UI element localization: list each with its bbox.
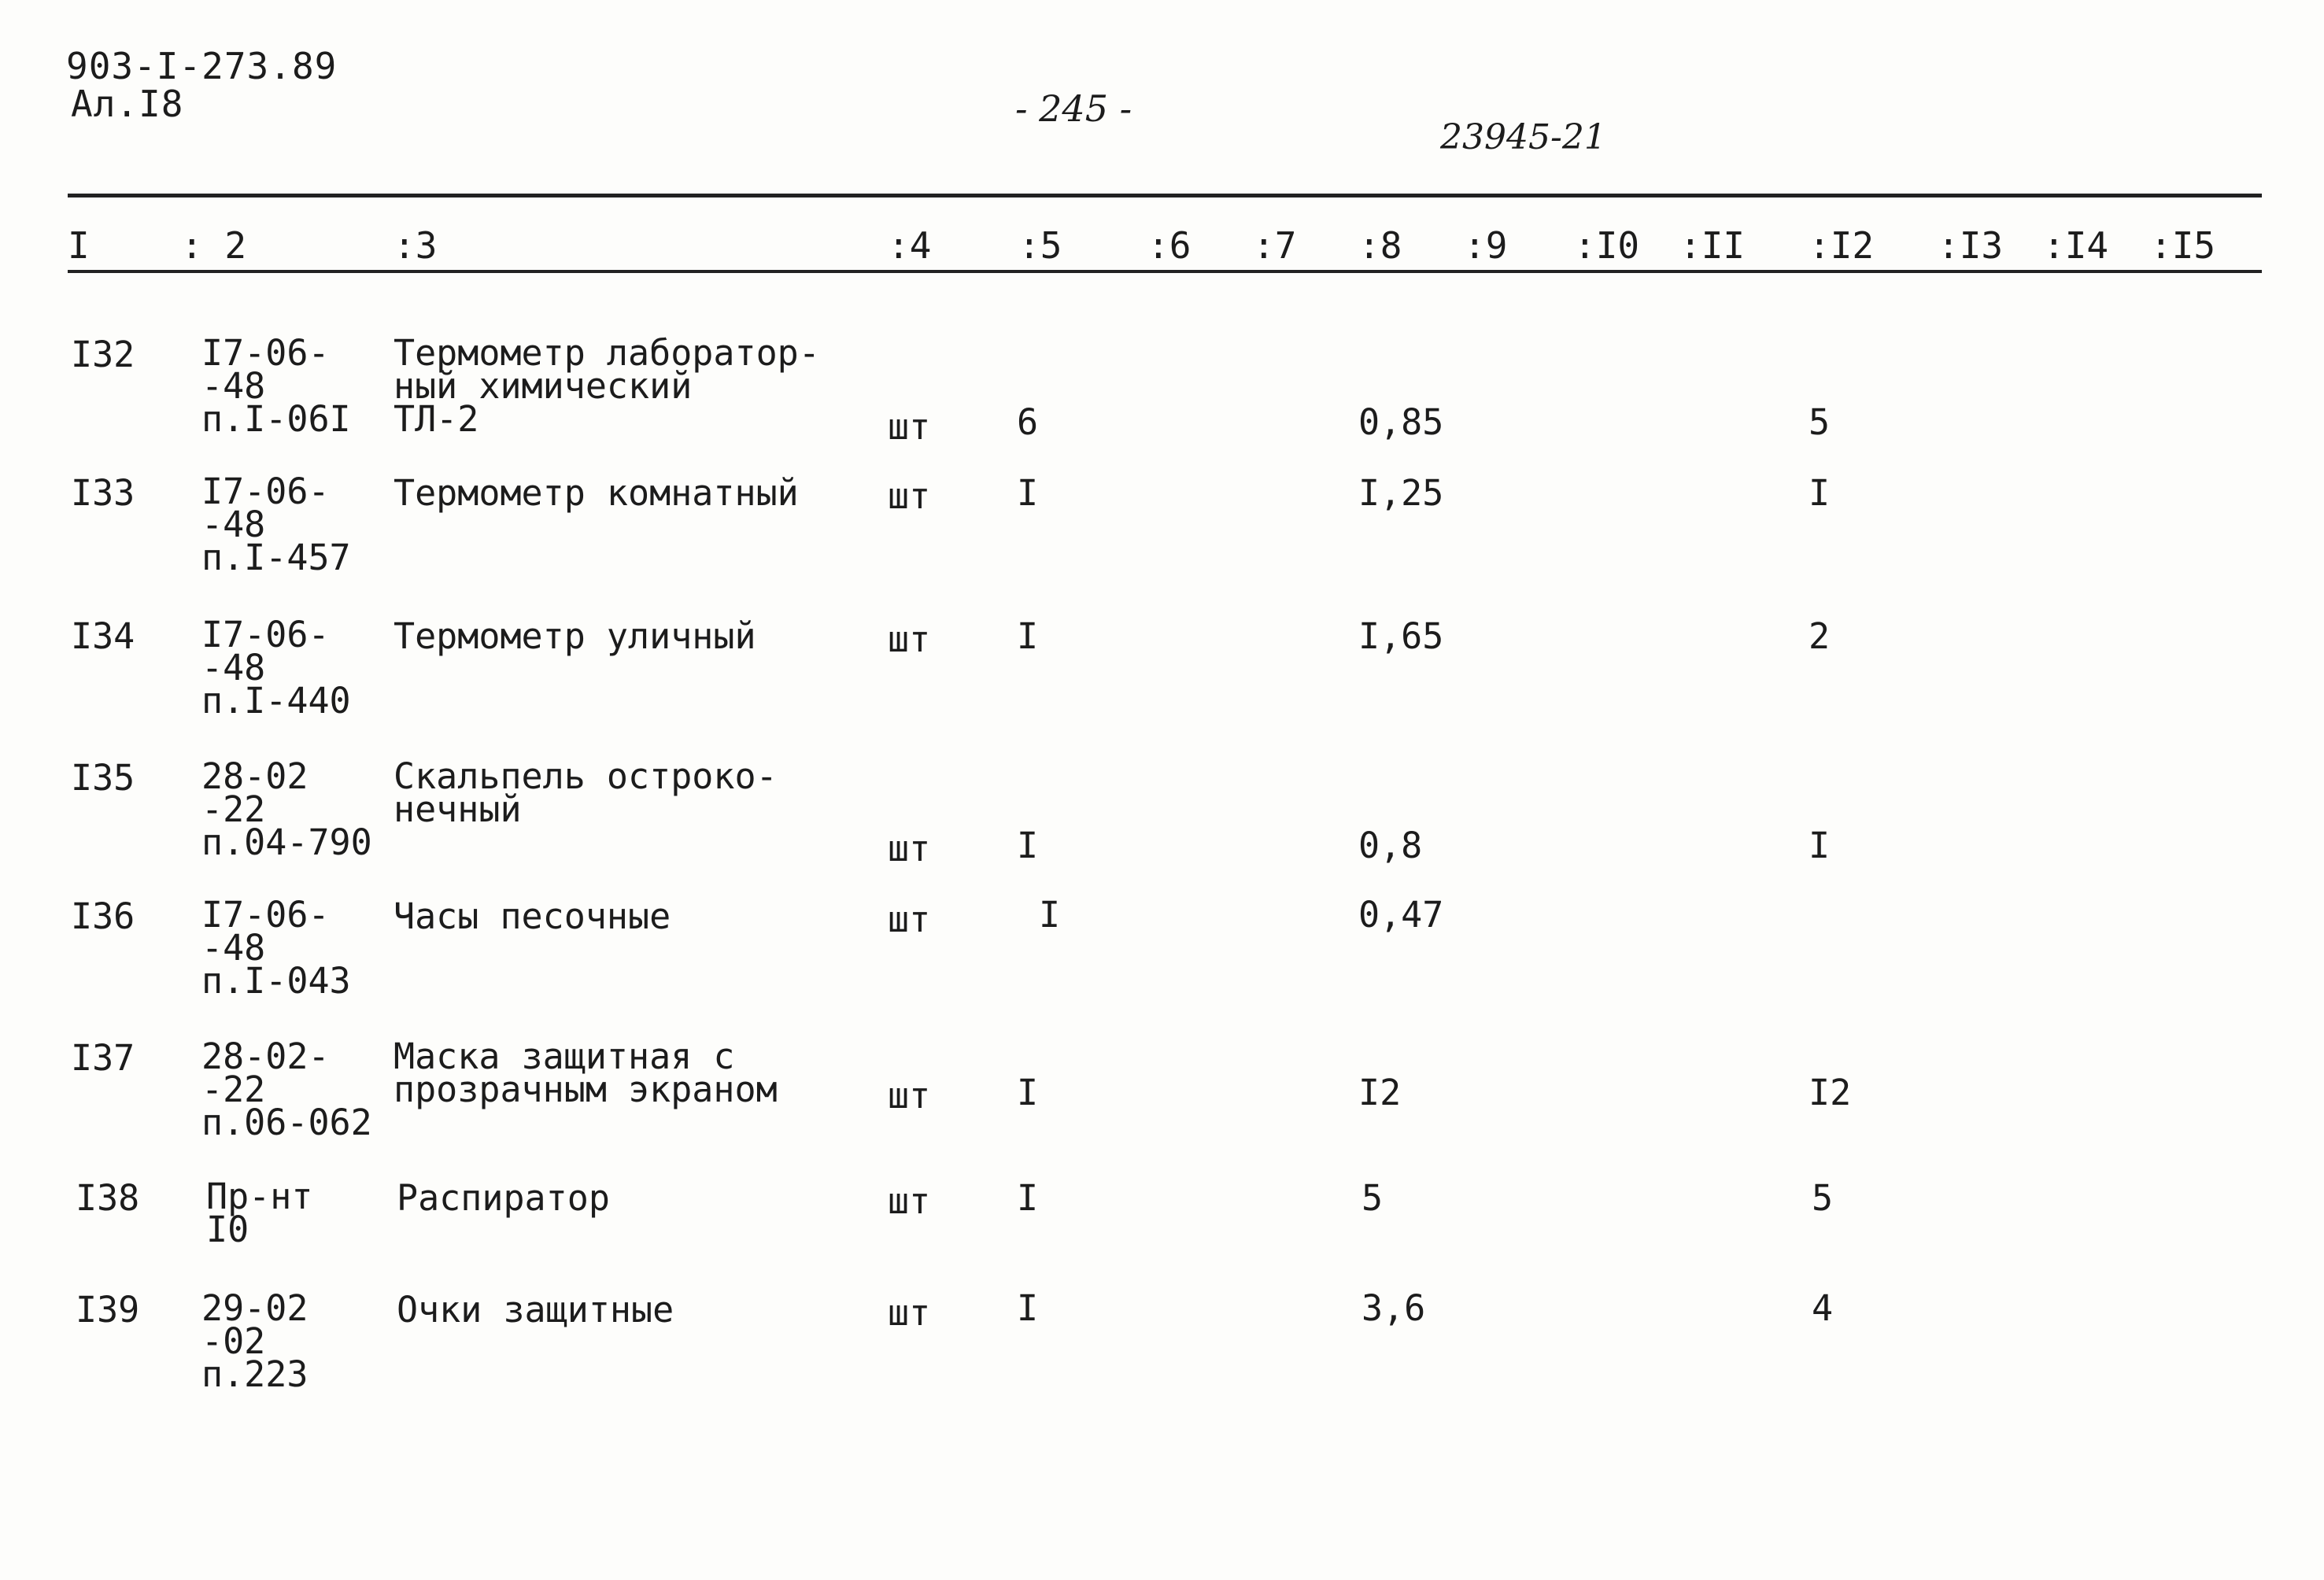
unit: шт (888, 1292, 931, 1334)
item-name (393, 472, 799, 514)
reference-line: п.I-043 (201, 960, 351, 1002)
reference-line: п.I-06I (201, 398, 351, 440)
item-name-line: Распиратор (397, 1177, 610, 1219)
sheet-label: Ал.I8 (71, 83, 184, 125)
reference-line: I7-06- (201, 471, 330, 512)
reference-line: п.06-062 (201, 1102, 372, 1143)
column-header: :7 (1253, 224, 1297, 267)
item-name (393, 895, 671, 937)
item-name (393, 615, 756, 657)
unit: шт (888, 828, 931, 869)
quantity: I (1017, 1072, 1039, 1113)
reference-line: 28-02- (201, 1035, 330, 1077)
item-name-line: Маска защитная с (393, 1035, 735, 1077)
reference-line: п.I-457 (201, 537, 351, 578)
quantity: 6 (1017, 401, 1039, 443)
unit-price: 0,85 (1358, 401, 1444, 443)
unit-price: I,65 (1358, 615, 1444, 657)
reference-line: Пр-нт (206, 1176, 313, 1217)
document-number: 903-I-273.89 (66, 45, 338, 87)
total-amount: 4 (1812, 1287, 1834, 1329)
quantity: I (1017, 472, 1039, 514)
column-header: :9 (1464, 224, 1508, 267)
unit-price: I2 (1358, 1072, 1402, 1113)
row-number: I33 (71, 472, 135, 514)
reference-line: п.223 (201, 1353, 309, 1395)
reference-code (206, 1176, 313, 1250)
item-name-line: ТЛ-2 (393, 398, 479, 440)
reference-code (201, 332, 351, 440)
reference-line: -02 (201, 1320, 266, 1362)
reference-code (201, 614, 351, 722)
column-header: :I5 (2150, 224, 2216, 267)
total-amount: 5 (1812, 1177, 1834, 1219)
row-number: I37 (71, 1037, 135, 1079)
unit: шт (888, 899, 931, 940)
quantity: I (1017, 1287, 1039, 1329)
reference-line: 29-02 (201, 1287, 309, 1329)
item-name (397, 1177, 610, 1219)
column-header: :6 (1147, 224, 1192, 267)
quantity: I (1039, 894, 1061, 936)
reference-line: п.04-790 (201, 821, 372, 863)
total-amount: I (1809, 825, 1831, 866)
item-name-line: прозрачным экраном (393, 1069, 778, 1110)
item-name (393, 332, 820, 440)
item-name-line: Термометр лаборатор- (393, 332, 820, 374)
reference-line: -48 (201, 647, 266, 688)
column-header: I (68, 224, 90, 267)
unit: шт (888, 1180, 931, 1222)
item-name-line: Термометр комнатный (393, 472, 799, 514)
item-name-line: ный химический (393, 365, 693, 407)
item-name (393, 755, 778, 830)
reference-code (201, 894, 351, 1002)
reference-line: -48 (201, 365, 266, 407)
item-name-line: Термометр уличный (393, 615, 756, 657)
unit: шт (888, 1075, 931, 1117)
reference-line: I7-06- (201, 894, 330, 936)
row-number: I32 (71, 334, 135, 375)
quantity: I (1017, 1177, 1039, 1219)
reference-code (201, 471, 351, 578)
unit-price: 5 (1362, 1177, 1384, 1219)
reference-line: I0 (206, 1209, 249, 1250)
unit-price: 0,47 (1358, 894, 1444, 936)
total-amount: I (1809, 472, 1831, 514)
header-bottom-rule (68, 270, 2262, 273)
column-header: :8 (1358, 224, 1402, 267)
table-top-rule (68, 194, 2262, 198)
reference-code (201, 755, 372, 863)
reference-line: -22 (201, 1069, 266, 1110)
reference-line: 28-02 (201, 755, 309, 797)
column-header: :5 (1018, 224, 1062, 267)
reference-line: -22 (201, 788, 266, 830)
item-name-line: нечный (393, 788, 522, 830)
item-name-line: Часы песочные (393, 895, 671, 937)
reference-code (201, 1287, 309, 1395)
row-number: I34 (71, 615, 135, 657)
page-number: - 245 - (1015, 87, 1132, 130)
unit-price: 3,6 (1362, 1287, 1426, 1329)
item-name-line: Очки защитные (397, 1289, 674, 1331)
item-name-line: Скальпель остроко- (393, 755, 778, 797)
unit-price: 0,8 (1358, 825, 1423, 866)
column-header: :I2 (1809, 224, 1875, 267)
total-amount: 2 (1809, 615, 1831, 657)
column-header: :I3 (1938, 224, 2004, 267)
reference-line: I7-06- (201, 614, 330, 655)
unit-price: I,25 (1358, 472, 1444, 514)
total-amount: 5 (1809, 401, 1831, 443)
unit: шт (888, 618, 931, 660)
column-header: :3 (393, 224, 438, 267)
reference-line: I7-06- (201, 332, 330, 374)
row-number: I39 (76, 1289, 140, 1331)
column-header: :II (1679, 224, 1746, 267)
quantity: I (1017, 615, 1039, 657)
row-number: I38 (76, 1177, 140, 1219)
row-number: I36 (71, 895, 135, 937)
unit: шт (888, 406, 931, 448)
column-header: :I4 (2043, 224, 2109, 267)
inventory-code: 23945-21 (1440, 117, 1606, 157)
reference-line: -48 (201, 927, 266, 969)
column-header: :4 (888, 224, 932, 267)
row-number: I35 (71, 757, 135, 799)
unit: шт (888, 475, 931, 517)
item-name (393, 1035, 778, 1110)
reference-code (201, 1035, 372, 1143)
column-header: : 2 (181, 224, 247, 267)
reference-line: -48 (201, 504, 266, 545)
item-name (397, 1289, 674, 1331)
total-amount: I2 (1809, 1072, 1852, 1113)
quantity: I (1017, 825, 1039, 866)
column-header: :I0 (1574, 224, 1640, 267)
reference-line: п.I-440 (201, 680, 351, 722)
